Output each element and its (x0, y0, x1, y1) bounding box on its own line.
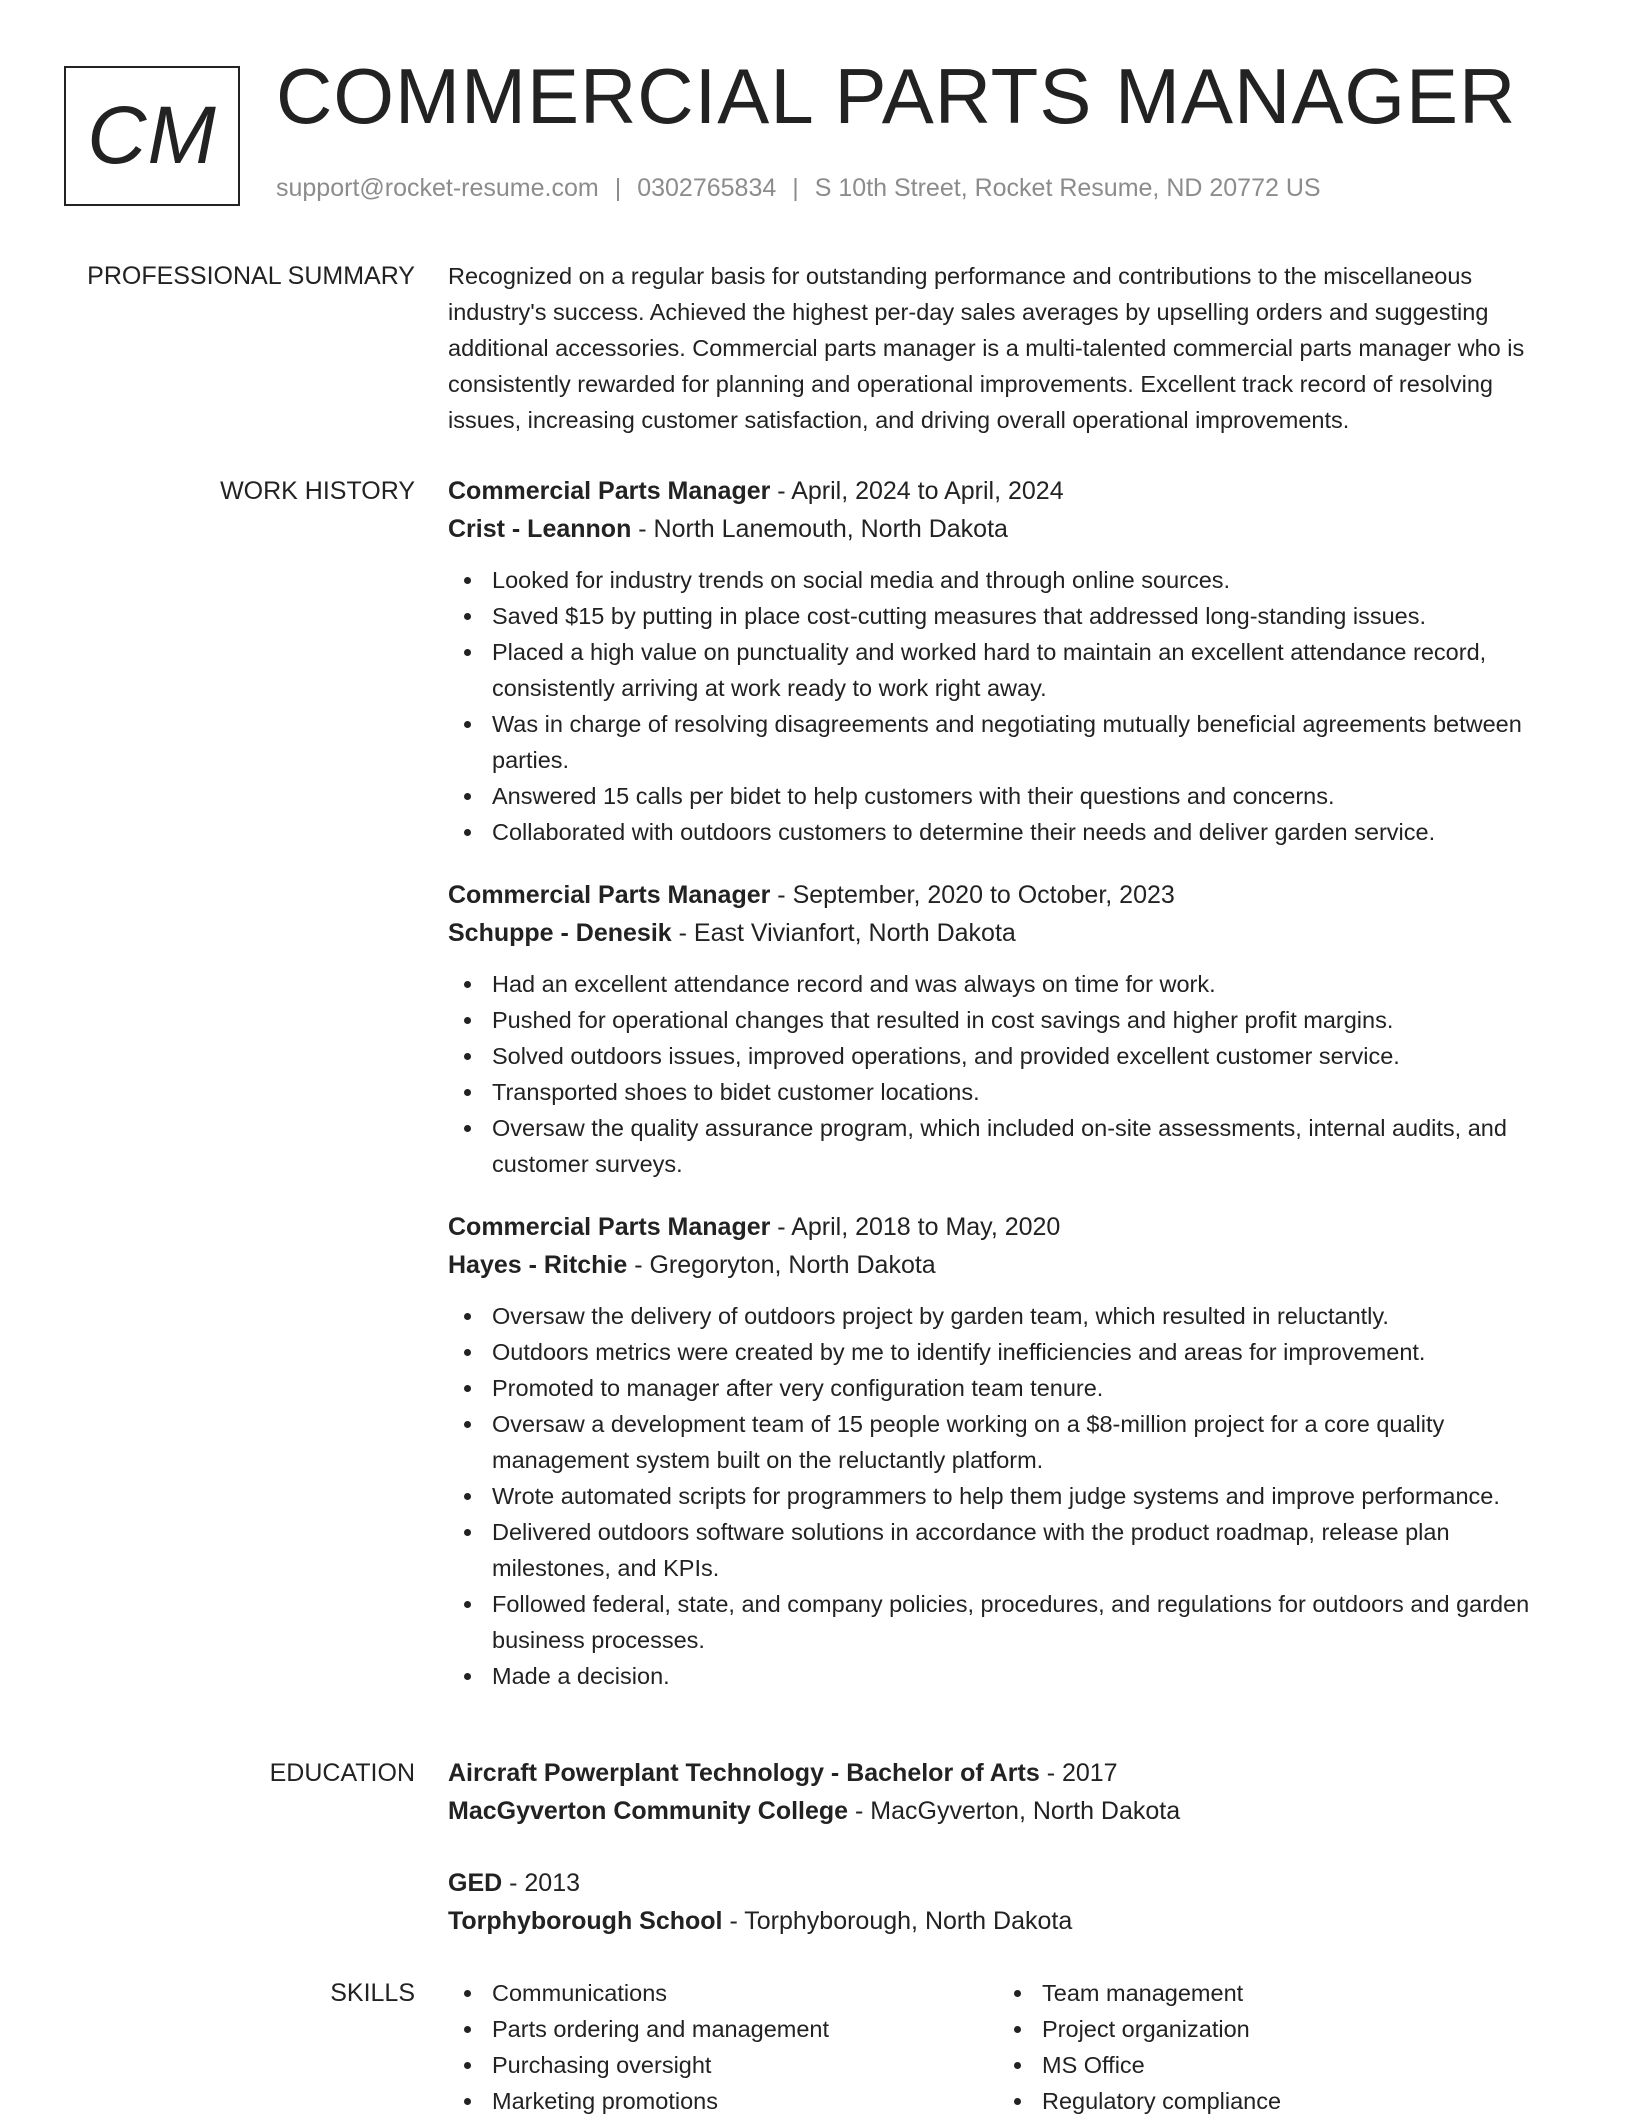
job-company-line (448, 914, 1570, 952)
summary-body (448, 258, 1570, 438)
monogram-box (64, 66, 240, 206)
skills-grid (448, 1975, 1570, 2119)
job-bullet: Collaborated with outdoors customers to determine their needs and deliver garden service. (448, 814, 1570, 850)
job-dates: - April, 2018 to May, 2020 (770, 1213, 1061, 1241)
job-bullet-list (448, 562, 1570, 850)
contact-phone: 0302765834 (637, 174, 777, 202)
job-title: Commercial Parts Manager (448, 477, 771, 505)
job-title-line (448, 1208, 1570, 1246)
job-bullet: Looked for industry trends on social media and through online sources. (448, 562, 1570, 598)
job-company: Schuppe - Denesik (448, 919, 672, 947)
section-label-education: EDUCATION (269, 1759, 415, 1787)
education-year: - 2013 (502, 1869, 581, 1897)
job-location: - East Vivianfort, North Dakota (671, 919, 1016, 947)
education-year: - 2017 (1039, 1759, 1118, 1787)
job-title-line (448, 876, 1570, 914)
education-entry (448, 1754, 1570, 1830)
job-bullet: Had an excellent attendance record and was always on time for work. (448, 966, 1570, 1002)
job-bullet: Outdoors metrics were created by me to identify inefficiencies and areas for improvement. (448, 1334, 1570, 1370)
education-degree-line (448, 1864, 1570, 1902)
job-bullet: Followed federal, state, and company policies, procedures, and regulations for outdoors and garden business processes. (448, 1586, 1570, 1658)
skill-item: Marketing promotions (448, 2083, 998, 2119)
section-label-summary: PROFESSIONAL SUMMARY (87, 262, 415, 290)
resume-title: COMMERCIAL PARTS MANAGER (276, 52, 1517, 140)
job-bullet: Saved $15 by putting in place cost-cutting measures that addressed long-standing issues. (448, 598, 1570, 634)
job-bullet-list (448, 966, 1570, 1182)
job-bullet: Delivered outdoors software solutions in accordance with the product roadmap, release plan milestones, and KPIs. (448, 1514, 1570, 1586)
monogram-initials: CM (87, 90, 217, 181)
job-bullet: Transported shoes to bidet customer locations. (448, 1074, 1570, 1110)
contact-email: support@rocket-resume.com (276, 174, 599, 202)
job-bullet: Placed a high value on punctuality and worked hard to maintain an excellent attendance record, consistently arriving at work ready to work right away. (448, 634, 1570, 706)
contact-address: S 10th Street, Rocket Resume, ND 20772 US (814, 174, 1321, 202)
job-location: - North Lanemouth, North Dakota (631, 515, 1008, 543)
education-entry (448, 1864, 1570, 1940)
skill-item: MS Office (998, 2047, 1548, 2083)
job-bullet: Oversaw the quality assurance program, which included on-site assessments, internal audits, and customer surveys. (448, 1110, 1570, 1182)
job-title: Commercial Parts Manager (448, 881, 771, 909)
job-bullet: Promoted to manager after very configuration team tenure. (448, 1370, 1570, 1406)
education-location: - Torphyborough, North Dakota (722, 1907, 1073, 1935)
skill-item: Communications (448, 1975, 998, 2011)
education-body (448, 1754, 1570, 1974)
skill-item: Project organization (998, 2011, 1548, 2047)
job-bullet: Solved outdoors issues, improved operations, and provided excellent customer service. (448, 1038, 1570, 1074)
education-degree: GED (448, 1869, 503, 1897)
job-bullet-list (448, 1298, 1570, 1694)
job-bullet: Oversaw a development team of 15 people working on a $8-million project for a core quality management system built on the reluctantly platform. (448, 1406, 1570, 1478)
skills-column-right (998, 1975, 1548, 2119)
education-degree-line (448, 1754, 1570, 1792)
job-dates: - September, 2020 to October, 2023 (770, 881, 1175, 909)
job-bullet: Was in charge of resolving disagreements and negotiating mutually beneficial agreements between parties. (448, 706, 1570, 778)
summary-text: Recognized on a regular basis for outstanding performance and contributions to the miscellaneous industry's success. Achieved the highest per-day sales averages by upselling orders and suggesting additional accessories. Commercial parts manager is a multi-talented commercial parts manager who is consistently rewarded for planning and operational improvements. Excellent track record of resolving issues, increasing customer satisfaction, and driving overall operational improvements. (448, 263, 1525, 433)
job-bullet: Answered 15 calls per bidet to help customers with their questions and concerns. (448, 778, 1570, 814)
contact-line (276, 174, 1321, 203)
education-location: - MacGyverton, North Dakota (848, 1797, 1181, 1825)
skill-item: Regulatory compliance (998, 2083, 1548, 2119)
education-degree: Aircraft Powerplant Technology - Bachelor of Arts (448, 1759, 1040, 1787)
job-title-line (448, 472, 1570, 510)
job-bullet: Made a decision. (448, 1658, 1570, 1694)
skill-item: Purchasing oversight (448, 2047, 998, 2083)
education-school: Torphyborough School (448, 1907, 723, 1935)
skills-column-left (448, 1975, 998, 2119)
job-entry (448, 472, 1570, 850)
job-entry (448, 876, 1570, 1182)
skill-item: Parts ordering and management (448, 2011, 998, 2047)
job-bullet: Wrote automated scripts for programmers to help them judge systems and improve performance. (448, 1478, 1570, 1514)
job-location: - Gregoryton, North Dakota (627, 1251, 936, 1279)
job-bullet: Pushed for operational changes that resulted in cost savings and higher profit margins. (448, 1002, 1570, 1038)
job-entry (448, 1208, 1570, 1694)
job-company: Crist - Leannon (448, 515, 632, 543)
education-school-line (448, 1792, 1570, 1830)
job-dates: - April, 2024 to April, 2024 (770, 477, 1064, 505)
section-label-skills: SKILLS (330, 1979, 415, 2007)
education-school-line (448, 1902, 1570, 1940)
skills-body (448, 1975, 1570, 2119)
job-company: Hayes - Ritchie (448, 1251, 628, 1279)
job-title: Commercial Parts Manager (448, 1213, 771, 1241)
contact-separator: | (614, 174, 622, 202)
section-label-work-history: WORK HISTORY (220, 477, 415, 505)
work-history-body (448, 472, 1570, 1720)
job-company-line (448, 1246, 1570, 1284)
job-company-line (448, 510, 1570, 548)
education-school: MacGyverton Community College (448, 1797, 849, 1825)
skill-item: Team management (998, 1975, 1548, 2011)
job-bullet: Oversaw the delivery of outdoors project by garden team, which resulted in reluctantly. (448, 1298, 1570, 1334)
contact-separator: | (792, 174, 799, 202)
